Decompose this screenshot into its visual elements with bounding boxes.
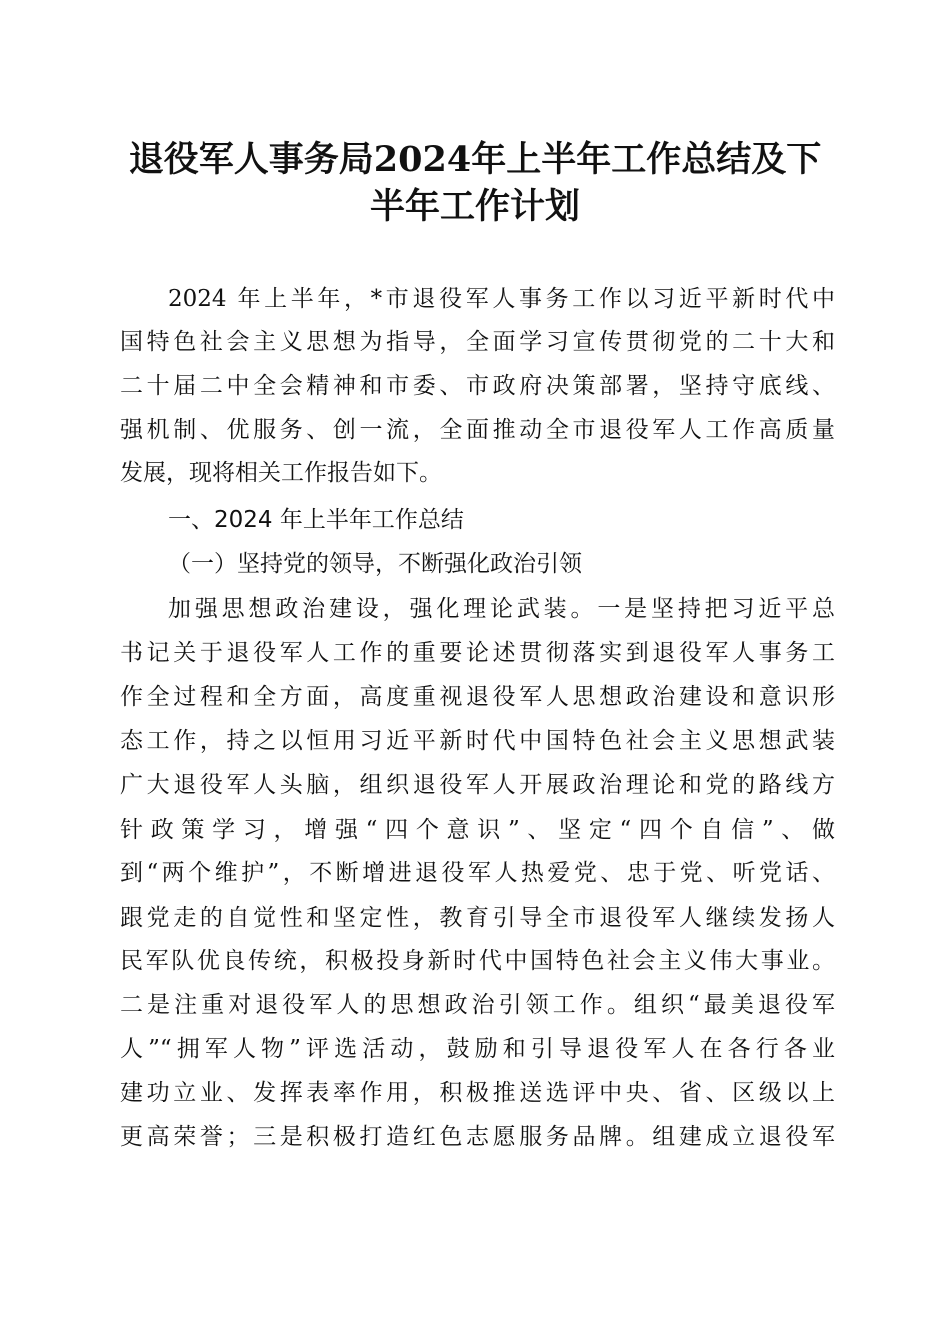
body-line: 民军队优良传统，积极投身新时代中国特色社会主义伟大事业。 (120, 948, 835, 974)
body-line: 建功立业、发挥表率作用，积极推送选评中央、省、区级以上 (120, 1080, 835, 1106)
body-line: 书记关于退役军人工作的重要论述贯彻落实到退役军人事务工 (120, 640, 835, 666)
body-line: 到“两个维护”，不断增进退役军人热爱党、忠于党、听党话、 (120, 860, 835, 886)
body-line: 态工作，持之以恒用习近平新时代中国特色社会主义思想武装 (120, 728, 835, 754)
intro-line: 2024 年上半年，*市退役军人事务工作以习近平新时代中 (168, 286, 835, 312)
subsection-heading: （一）坚持党的领导，不断强化政治引领 (168, 551, 582, 577)
section-heading: 一、2024 年上半年工作总结 (168, 507, 464, 533)
intro-line: 国特色社会主义思想为指导，全面学习宣传贯彻党的二十大和 (120, 329, 835, 355)
intro-line: 强机制、优服务、创一流，全面推动全市退役军人工作高质量 (120, 417, 835, 443)
body-line: 更高荣誉；三是积极打造红色志愿服务品牌。组建成立退役军 (120, 1124, 835, 1150)
body-line: 二是注重对退役军人的思想政治引领工作。组织“最美退役军 (120, 992, 835, 1018)
document-title-line-1: 退役军人事务局2024年上半年工作总结及下 (128, 139, 822, 180)
body-line: 广大退役军人头脑，组织退役军人开展政治理论和党的路线方 (120, 772, 835, 798)
document-title-line-2: 半年工作计划 (369, 186, 580, 227)
body-line: 跟党走的自觉性和坚定性，教育引导全市退役军人继续发扬人 (120, 905, 835, 931)
body-line: 人”“拥军人物”评选活动，鼓励和引导退役军人在各行各业 (120, 1036, 835, 1062)
body-line: 作全过程和全方面，高度重视退役军人思想政治建设和意识形 (120, 684, 835, 710)
intro-line: 发展，现将相关工作报告如下。 (120, 460, 442, 486)
body-line: 针政策学习，增强“四个意识”、坚定“四个自信”、做 (120, 817, 835, 843)
intro-line: 二十届二中全会精神和市委、市政府决策部署，坚持守底线、 (120, 373, 835, 399)
body-line: 加强思想政治建设，强化理论武装。一是坚持把习近平总 (168, 596, 835, 622)
